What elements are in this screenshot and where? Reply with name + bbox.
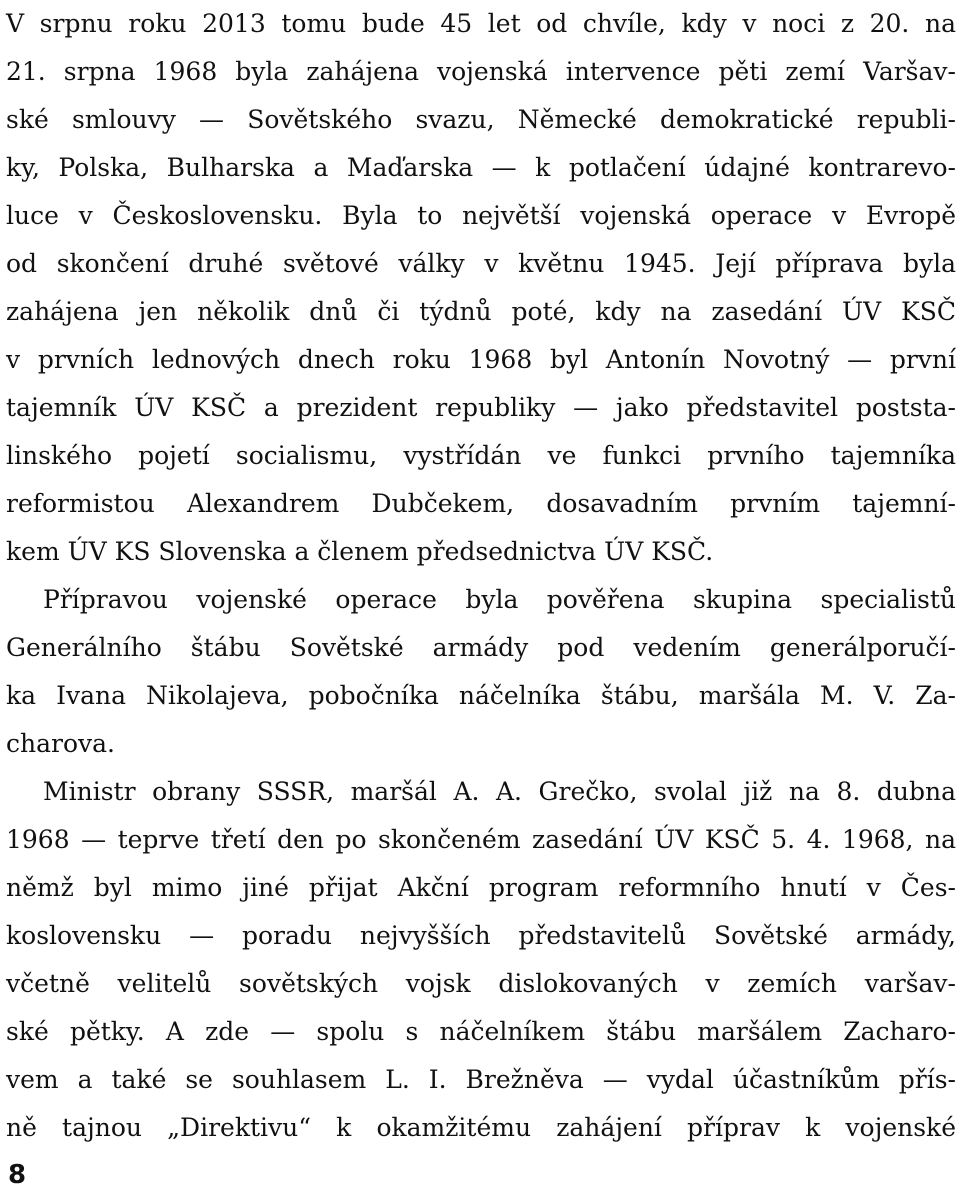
text-line: reformistou Alexandrem Dubčekem, dosavadním prvním tajemní- [6,489,956,518]
text-line: zahájena jen několik dnů či týdnů poté, kdy na zasedání ÚV KSČ [6,297,956,326]
page-number: 8 [8,1160,27,1190]
text-line: v prvních lednových dnech roku 1968 byl Antonín Novotný — první [6,345,956,374]
text-line: luce v Československu. Byla to největší vojenská operace v Evropě [6,201,956,230]
text-line: linského pojetí socialismu, vystřídán ve funkci prvního tajemníka [6,441,956,470]
text-line: Přípravou vojenské operace byla pověřena skupina specialistů [43,585,956,614]
text-line: kem ÚV KS Slovenska a členem předsednictva ÚV KSČ. [6,537,714,566]
text-line: včetně velitelů sovětských vojsk dislokovaných v zemích varšav- [6,969,956,998]
text-line: charova. [6,729,115,758]
text-line: Generálního štábu Sovětské armády pod vedením generálporučí- [6,633,956,662]
text-line: V srpnu roku 2013 tomu bude 45 let od chvíle, kdy v noci z 20. na [6,9,956,38]
text-line: němž byl mimo jiné přijat Akční program reformního hnutí v Čes- [6,873,956,902]
text-line: od skončení druhé světové války v květnu 1945. Její příprava byla [6,249,956,278]
text-line: ně tajnou „Direktivu“ k okamžitému zahájení příprav k vojenské [6,1113,956,1142]
text-line: ky, Polska, Bulharska a Maďarska — k potlačení údajné kontrarevo- [6,153,956,182]
text-line: ka Ivana Nikolajeva, pobočníka náčelníka štábu, maršála M. V. Za- [6,681,956,710]
text-line: 1968 — teprve třetí den po skončeném zasedání ÚV KSČ 5. 4. 1968, na [6,825,956,854]
text-line: ské pětky. A zde — spolu s náčelníkem štábu maršálem Zacharo- [6,1017,956,1046]
text-line: koslovensku — poradu nejvyšších představitelů Sovětské armády, [6,921,956,950]
body-text [6,0,956,1152]
text-line: vem a také se souhlasem L. I. Brežněva — vydal účastníkům přís- [6,1065,956,1094]
text-line: tajemník ÚV KSČ a prezident republiky — jako představitel poststa- [6,393,956,422]
text-line: Ministr obrany SSSR, maršál A. A. Grečko, svolal již na 8. dubna [43,777,956,806]
text-line: 21. srpna 1968 byla zahájena vojenská intervence pěti zemí Varšav- [6,57,956,86]
text-line: ské smlouvy — Sovětského svazu, Německé demokratické republi- [6,105,956,134]
